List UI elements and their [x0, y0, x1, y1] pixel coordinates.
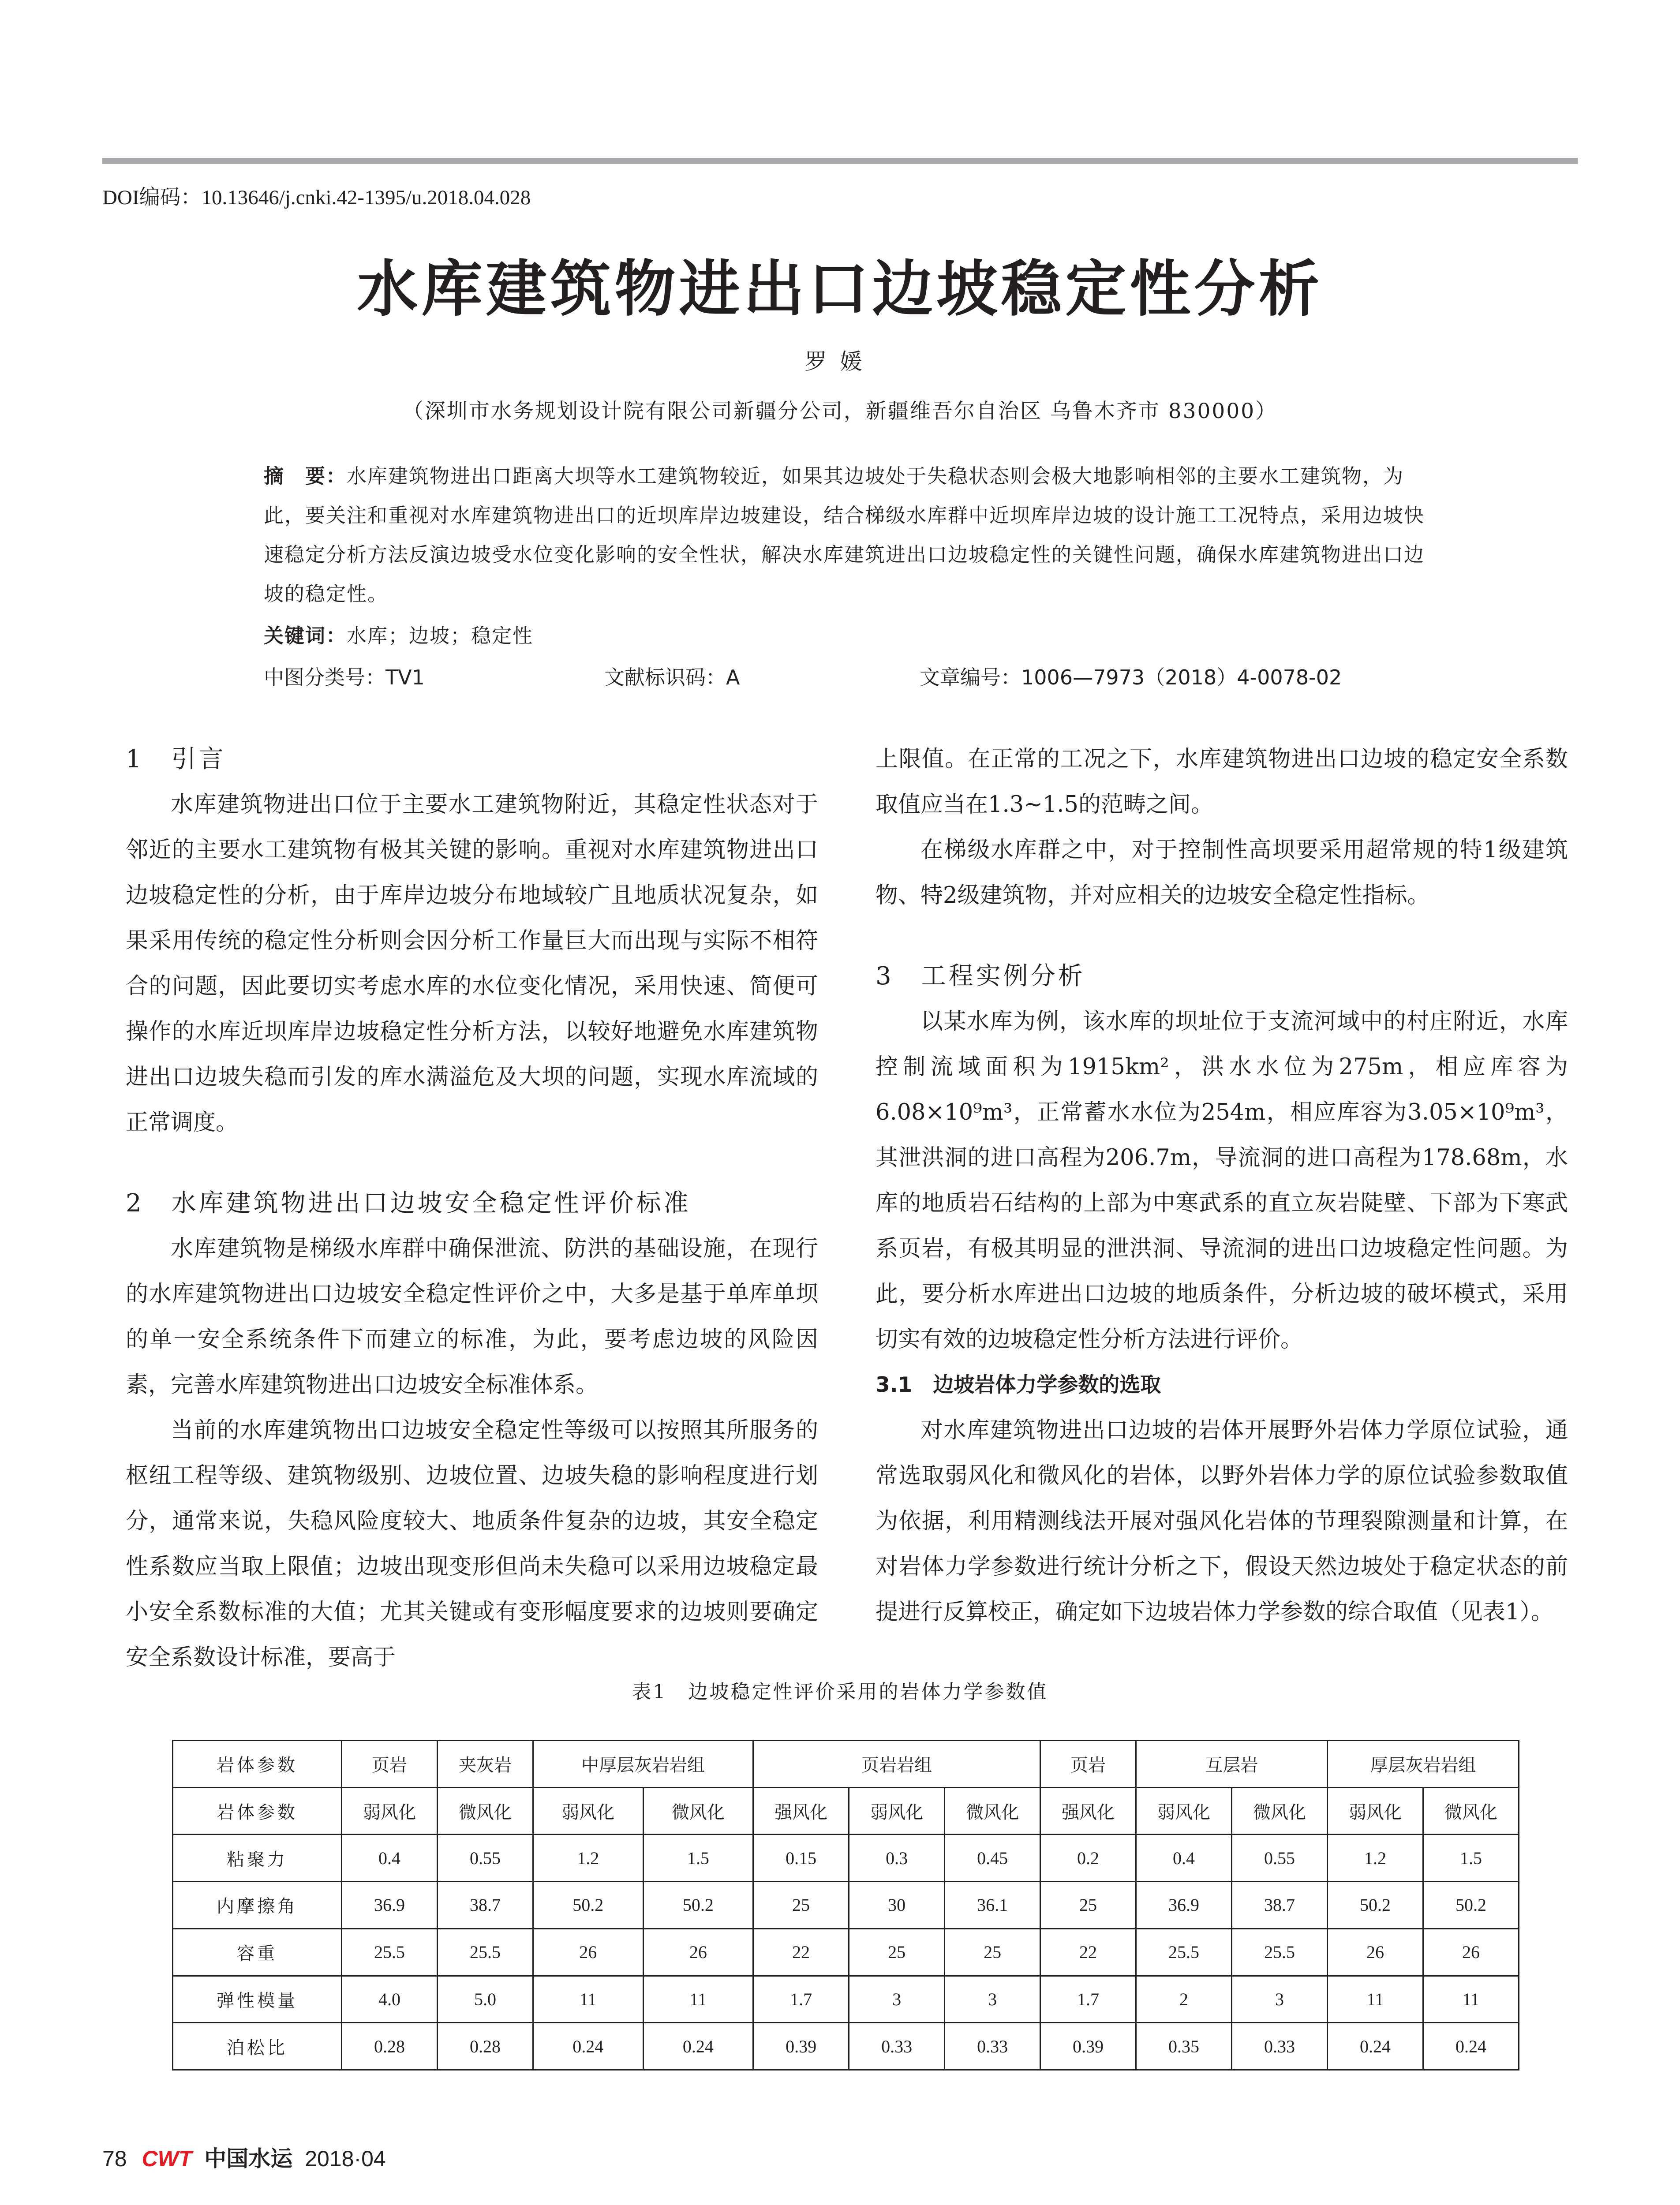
table-header-cell: 中厚层灰岩岩组 — [533, 1741, 753, 1788]
left-column — [126, 736, 818, 1680]
table-cell: 25.5 — [1136, 1928, 1232, 1976]
table-cell: 1.2 — [1327, 1835, 1423, 1882]
right-column — [876, 736, 1568, 1635]
section-2-paragraph-2-continued: 上限值。在正常的工况之下，水库建筑物进出口边坡的稳定安全系数取值应当在1.3~1.5的范畴之间。 — [876, 746, 1568, 818]
table-cell: 26 — [643, 1928, 753, 1976]
table-cell: 0.28 — [437, 2023, 533, 2070]
table-cell: 0.39 — [1040, 2023, 1136, 2070]
table-cell: 50.2 — [533, 1882, 643, 1929]
table-header-cell: 岩体参数 — [173, 1787, 342, 1835]
table-header-cell: 岩体参数 — [173, 1741, 342, 1788]
section-2-paragraph-1: 水库建筑物是梯级水库群中确保泄流、防洪的基础设施，在现行的水库建筑物进出口边坡安全稳定性评价之中，大多是基于单库单坝的单一安全系统条件下而建立的标准，为此，要考虑边坡的风险因素，完善水库建筑物进出口边坡安全标准体系。 — [126, 1236, 818, 1398]
abstract — [264, 456, 1428, 613]
journal-name: 中国水运 — [204, 2146, 293, 2171]
table-cell: 50.2 — [1327, 1882, 1423, 1929]
table-row — [173, 1835, 1519, 1882]
table-cell: 0.55 — [437, 1835, 533, 1882]
table-cell: 26 — [533, 1928, 643, 1976]
table-header-cell: 厚层灰岩岩组 — [1327, 1741, 1519, 1788]
section-1-paragraph: 水库建筑物进出口位于主要水工建筑物附近，其稳定性状态对于邻近的主要水工建筑物有极其关键的影响。重视对水库建筑物进出口边坡稳定性的分析，由于库岸边坡分布地域较广且地质状况复杂，如果采用传统的稳定性分析则会因分析工作量巨大而出现与实际不相符合的问题，因此要切实考虑水库的水位变化情况，采用快速、简便可操作的水库近坝库岸边坡稳定性分析方法，以较好地避免水库建筑物进出口边坡失稳而引发的库水满溢危及大坝的问题，实现水库流域的正常调度。 — [126, 792, 818, 1136]
table-header-row-rock-type — [173, 1741, 1519, 1788]
section-3-heading: 3 工程实例分析 — [876, 962, 1085, 990]
table-cell: 25.5 — [1232, 1928, 1328, 1976]
keywords-label: 关键词： — [264, 624, 347, 647]
table-cell: 25.5 — [437, 1928, 533, 1976]
table-cell: 0.28 — [342, 2023, 438, 2070]
table-cell: 0.45 — [945, 1835, 1040, 1882]
table-cell: 26 — [1423, 1928, 1519, 1976]
section-2-heading: 2 水库建筑物进出口边坡安全稳定性评价标准 — [126, 1189, 691, 1218]
table-header-cell: 弱风化 — [1136, 1787, 1232, 1835]
table-header-cell: 弱风化 — [533, 1787, 643, 1835]
table-cell: 3 — [1232, 1976, 1328, 2023]
keywords-line — [264, 620, 533, 648]
table-header-cell: 弱风化 — [342, 1787, 438, 1835]
table-cell: 38.7 — [437, 1882, 533, 1929]
table-header-cell: 弱风化 — [849, 1787, 945, 1835]
abstract-text: 水库建筑物进出口距离大坝等水工建筑物较近，如果其边坡处于失稳状态则会极大地影响相邻的主要水工建筑物，为此，要关注和重视对水库建筑物进出口的近坝库岸边坡建设，结合梯级水库群中近坝库岸边坡的设计施工工况特点，采用边坡快速稳定分析方法反演边坡受水位变化影响的安全性状，解决水库建筑进出口边坡稳定性的关键性问题，确保水库建筑物进出口边坡的稳定性。 — [264, 464, 1425, 605]
table-header-cell: 微风化 — [643, 1787, 753, 1835]
table-row — [173, 1928, 1519, 1976]
table-cell: 36.9 — [1136, 1882, 1232, 1929]
author-affiliation: （深圳市水务规划设计院有限公司新疆分公司，新疆维吾尔自治区 乌鲁木齐市 830000） — [402, 399, 1278, 423]
table-cell: 11 — [533, 1976, 643, 2023]
section-1-heading: 1 引言 — [126, 745, 226, 774]
table-row-label: 泊松比 — [173, 2023, 342, 2070]
table-cell: 22 — [753, 1928, 849, 1976]
table-cell: 0.4 — [1136, 1835, 1232, 1882]
table-cell: 36.1 — [945, 1882, 1040, 1929]
abstract-label: 摘 要： — [264, 464, 347, 488]
table-cell: 0.15 — [753, 1835, 849, 1882]
table-cell: 2 — [1136, 1976, 1232, 2023]
table-row — [173, 1976, 1519, 2023]
table-cell: 36.9 — [342, 1882, 438, 1929]
table-cell: 0.24 — [1327, 2023, 1423, 2070]
table-cell: 0.33 — [849, 2023, 945, 2070]
table-row-label: 内摩擦角 — [173, 1882, 342, 1929]
table-row — [173, 2023, 1519, 2070]
table-cell: 50.2 — [643, 1882, 753, 1929]
table-cell: 30 — [849, 1882, 945, 1929]
section-2-paragraph-2: 当前的水库建筑物出口边坡安全稳定性等级可以按照其所服务的枢纽工程等级、建筑物级别、边坡位置、边坡失稳的影响程度进行划分，通常来说，失稳风险度较大、地质条件复杂的边坡，其安全稳定性系数应当取上限值；边坡出现变形但尚未失稳可以采用边坡稳定最小安全系数标准的大值；尤其关键或有变形幅度要求的边坡则要确定安全系数设计标准，要高于 — [126, 1417, 818, 1671]
table-header-cell: 页岩 — [342, 1741, 438, 1788]
clc-number: 中图分类号：TV1 — [264, 665, 425, 689]
table-cell: 1.7 — [753, 1976, 849, 2023]
table-header-cell: 强风化 — [753, 1787, 849, 1835]
table-row-label: 粘聚力 — [173, 1835, 342, 1882]
table-cell: 0.4 — [342, 1835, 438, 1882]
table-row — [173, 1882, 1519, 1929]
article-title: 水库建筑物进出口边坡稳定性分析 — [357, 254, 1323, 325]
table-cell: 25 — [849, 1928, 945, 1976]
table-header-cell: 强风化 — [1040, 1787, 1136, 1835]
table-cell: 5.0 — [437, 1976, 533, 2023]
table-header-cell: 微风化 — [1423, 1787, 1519, 1835]
table-row-label: 容重 — [173, 1928, 342, 1976]
table-header-row-weathering — [173, 1787, 1519, 1835]
table-cell: 0.39 — [753, 2023, 849, 2070]
section-2-paragraph-3: 在梯级水库群之中，对于控制性高坝要采用超常规的特1级建筑物、特2级建筑物，并对应相关的边坡安全稳定性指标。 — [876, 837, 1568, 908]
section-3-paragraph: 以某水库为例，该水库的坝址位于支流河域中的村庄附近，水库控制流域面积为1915km²，洪水水位为275m，相应库容为6.08×10⁹m³，正常蓄水水位为254m，相应库容为3.05×10⁹m³，其泄洪洞的进口高程为206.7m，导流洞的进口高程为178.68m，水库的地质岩石结构的上部为中寒武系的直立灰岩陡壁、下部为下寒武系页岩，有极其明显的泄洪洞、导流洞的进出口边坡稳定性问题。为此，要分析水库进出口边坡的地质条件，分析边坡的破坏模式，采用切实有效的边坡稳定性分析方法进行评价。 — [876, 1009, 1568, 1353]
table-cell: 0.33 — [945, 2023, 1040, 2070]
table-cell: 1.2 — [533, 1835, 643, 1882]
table-cell: 1.5 — [643, 1835, 753, 1882]
section-3-1-paragraph: 对水库建筑物进出口边坡的岩体开展野外岩体力学原位试验，通常选取弱风化和微风化的岩体，以野外岩体力学的原位试验参数取值为依据，利用精测线法开展对强风化岩体的节理裂隙测量和计算，在对岩体力学参数进行统计分析之下，假设天然边坡处于稳定状态的前提进行反算校正，确定如下边坡岩体力学参数的综合取值（见表1）。 — [876, 1417, 1568, 1625]
table-cell: 3 — [849, 1976, 945, 2023]
document-code: 文献标识码：A — [604, 665, 740, 689]
table-cell: 0.35 — [1136, 2023, 1232, 2070]
rock-parameter-table — [172, 1740, 1519, 2070]
table-cell: 25 — [945, 1928, 1040, 1976]
top-rule — [102, 158, 1578, 164]
page-number: 78 — [102, 2146, 127, 2171]
table-cell: 11 — [1327, 1976, 1423, 2023]
table-header-cell: 弱风化 — [1327, 1787, 1423, 1835]
table-cell: 25 — [753, 1882, 849, 1929]
table-cell: 0.3 — [849, 1835, 945, 1882]
journal-logo: CWT — [142, 2146, 192, 2171]
table-cell: 11 — [1423, 1976, 1519, 2023]
section-3-1-heading: 3.1 边坡岩体力学参数的选取 — [876, 1373, 1161, 1397]
author-name: 罗媛 — [804, 349, 876, 374]
table-caption: 表1 边坡稳定性评价采用的岩体力学参数值 — [632, 1681, 1048, 1703]
doi-line: DOI编码：10.13646/j.cnki.42-1395/u.2018.04.028 — [102, 186, 531, 209]
table-header-cell: 微风化 — [1232, 1787, 1328, 1835]
table-cell: 22 — [1040, 1928, 1136, 1976]
table-cell: 25 — [1040, 1882, 1136, 1929]
page-footer — [102, 2141, 386, 2173]
table-header-cell: 微风化 — [437, 1787, 533, 1835]
table-cell: 1.5 — [1423, 1835, 1519, 1882]
table-cell: 1.7 — [1040, 1976, 1136, 2023]
table-cell: 0.2 — [1040, 1835, 1136, 1882]
table-cell: 4.0 — [342, 1976, 438, 2023]
journal-issue: 2018·04 — [305, 2146, 386, 2171]
article-number: 文章编号：1006—7973（2018）4-0078-02 — [920, 665, 1342, 689]
table-cell: 0.24 — [643, 2023, 753, 2070]
table-header-cell: 夹灰岩 — [437, 1741, 533, 1788]
table-header-cell: 页岩岩组 — [753, 1741, 1040, 1788]
table-cell: 0.55 — [1232, 1835, 1328, 1882]
table-cell: 0.24 — [533, 2023, 643, 2070]
table-cell: 50.2 — [1423, 1882, 1519, 1929]
keywords-text: 水库；边坡；稳定性 — [347, 624, 534, 647]
table-cell: 0.24 — [1423, 2023, 1519, 2070]
table-cell: 0.33 — [1232, 2023, 1328, 2070]
table-cell: 3 — [945, 1976, 1040, 2023]
table-row-label: 弹性模量 — [173, 1976, 342, 2023]
table-header-cell: 微风化 — [945, 1787, 1040, 1835]
table-cell: 25.5 — [342, 1928, 438, 1976]
table-cell: 38.7 — [1232, 1882, 1328, 1929]
table-cell: 26 — [1327, 1928, 1423, 1976]
table-cell: 11 — [643, 1976, 753, 2023]
table-header-cell: 互层岩 — [1136, 1741, 1328, 1788]
table-header-cell: 页岩 — [1040, 1741, 1136, 1788]
